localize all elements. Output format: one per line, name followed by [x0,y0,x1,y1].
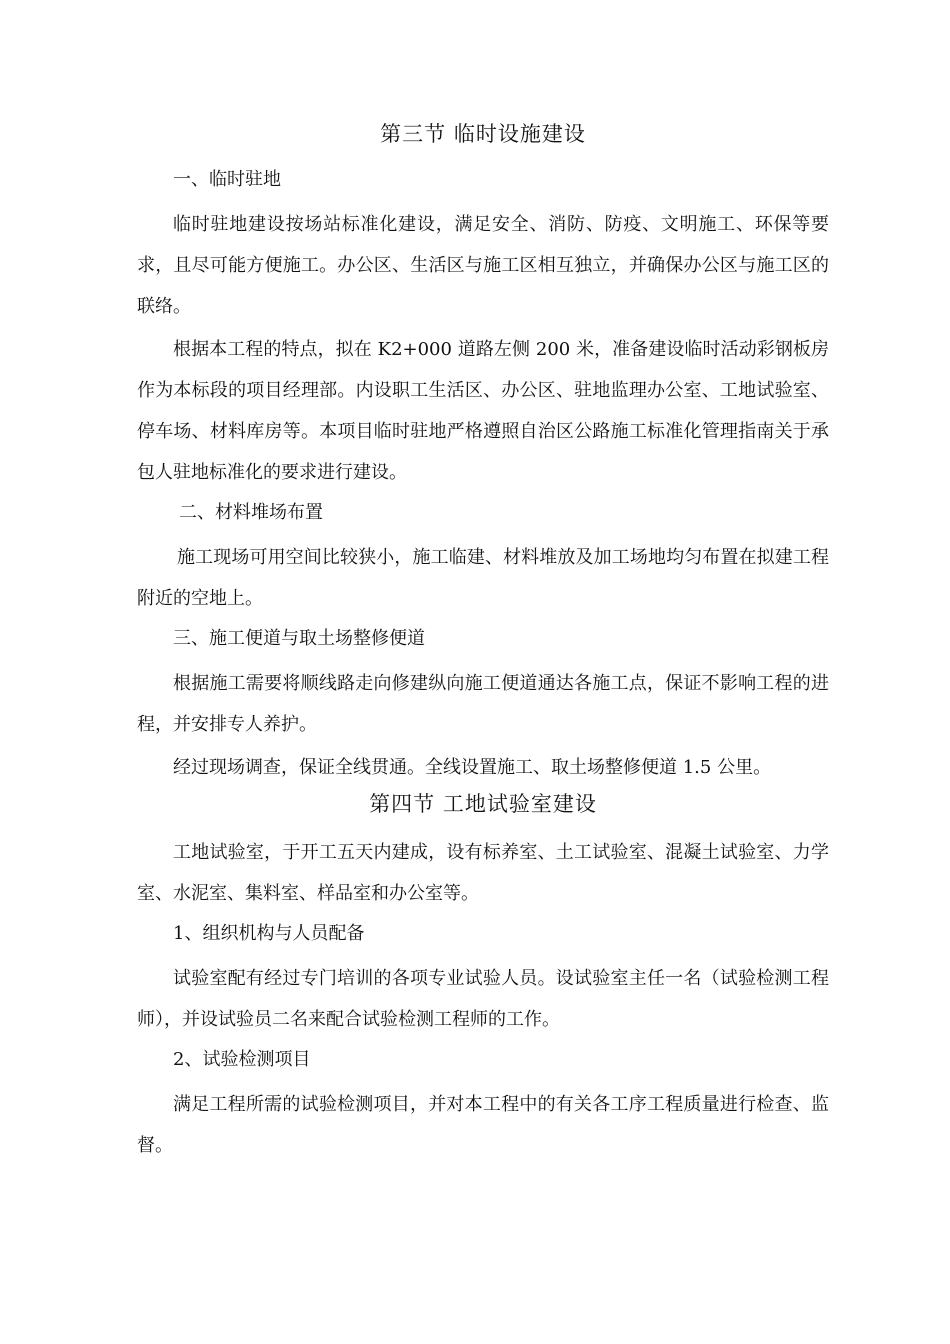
heading-test-items: 2、试验检测项目 [173,1049,311,1070]
paragraph-lab-overview: 工地试验室，于开工五天内建成，设有标养室、土工试验室、混凝土试验室、力学室、水泥室、集料室、样品室和办公室等。 [137,842,829,904]
heading-temporary-camp: 一、临时驻地 [173,169,281,190]
paragraph-camp-location: 根据本工程的特点，拟在 K2+000 道路左侧 200 米，准备建设临时活动彩钢板房作为本标段的项目经理部。内设职工生活区、办公区、驻地监理办公室、工地试验室、停车场、材料库房等。本项目临时驻地严格遵照自治区公路施工标准化管理指南关于承包人驻地标准化的要求进行建设。 [137,339,829,483]
heading-organization-staff: 1、组织机构与人员配备 [173,923,365,944]
heading-access-road: 三、施工便道与取土场整修便道 [173,628,425,649]
section-3-title: 第三节 临时设施建设 [380,122,586,146]
paragraph-road-survey: 经过现场调查，保证全线贯通。全线设置施工、取土场整修便道 1.5 公里。 [173,757,772,778]
document-page [137,116,829,1168]
paragraph-test-items: 满足工程所需的试验检测项目，并对本工程中的有关各工序工程质量进行检查、监督。 [137,1094,829,1156]
paragraph-lab-staff: 试验室配有经过专门培训的各项专业试验人员。设试验室主任一名（试验检测工程师），并设试验员二名来配合试验检测工程师的工作。 [137,968,829,1030]
paragraph-camp-standard: 临时驻地建设按场站标准化建设，满足安全、消防、防疫、文明施工、环保等要求，且尽可能方便施工。办公区、生活区与施工区相互独立，并确保办公区与施工区的联络。 [137,214,829,317]
section-4-title: 第四节 工地试验室建设 [369,792,597,816]
paragraph-access-road: 根据施工需要将顺线路走向修建纵向施工便道通达各施工点，保证不影响工程的进程，并安排专人养护。 [137,673,829,735]
heading-material-yard: 二、材料堆场布置 [179,502,323,523]
paragraph-material-yard: 施工现场可用空间比较狭小，施工临建、材料堆放及加工场地均匀布置在拟建工程附近的空地上。 [137,547,829,609]
